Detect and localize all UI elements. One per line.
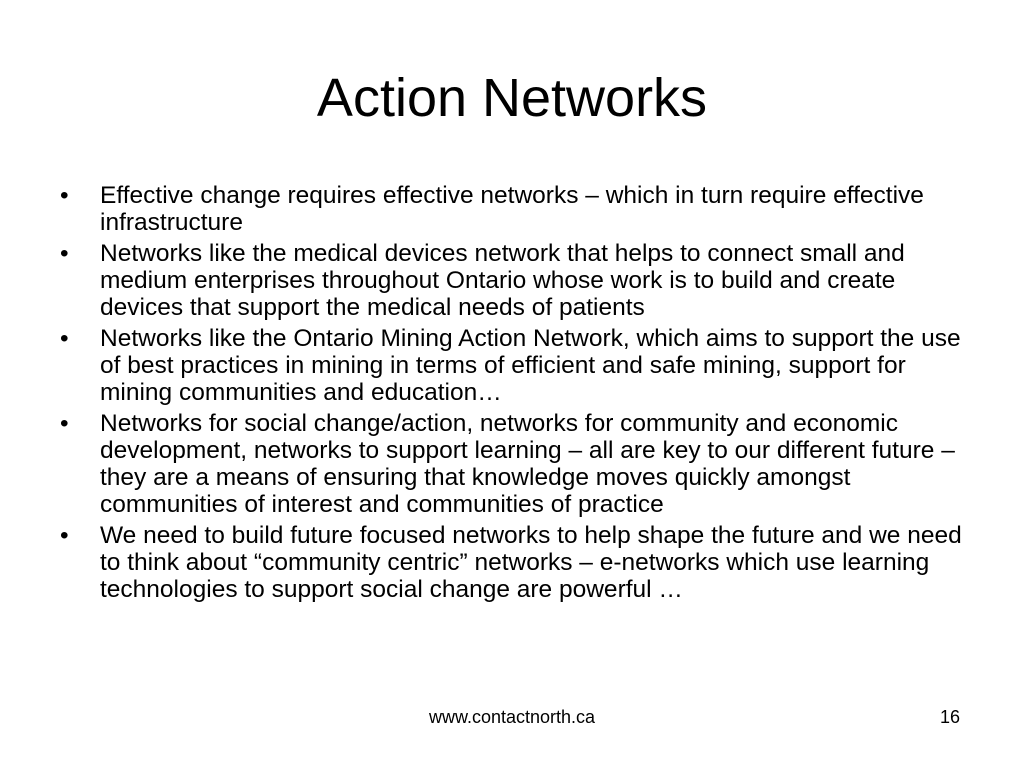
- bullet-text: Networks for social change/action, networks for community and economic development, networks to support learning – all are key to our different future – they are a means of ensuring that knowledge moves quickly amongst communities of interest and communities of practice: [100, 410, 955, 518]
- bullet-text: Networks like the Ontario Mining Action Network, which aims to support the use of best practices in mining in terms of efficient and safe mining, support for mining communities and education…: [100, 325, 961, 406]
- bullet-item: [56, 410, 968, 518]
- slide-title: Action Networks: [316, 68, 708, 128]
- bullet-item: [56, 182, 968, 236]
- page-number: 16: [939, 707, 961, 727]
- bullet-icon: •: [60, 182, 69, 209]
- bullet-text: Networks like the medical devices network that helps to connect small and medium enterprises throughout Ontario whose work is to build and create devices that support the medical needs of patients: [100, 240, 905, 321]
- bullet-text: Effective change requires effective networks – which in turn require effective infrastructure: [100, 182, 924, 236]
- bullet-item: [56, 240, 968, 321]
- bullet-text: We need to build future focused networks to help shape the future and we need to think about “community centric” networks – e-networks which use learning technologies to support social change are powerful …: [100, 522, 962, 603]
- footer-url: www.contactnorth.ca: [428, 707, 596, 727]
- bullet-icon: •: [60, 240, 69, 267]
- bullet-item: [56, 522, 968, 603]
- bullet-list: [56, 182, 968, 607]
- bullet-item: [56, 325, 968, 406]
- bullet-icon: •: [60, 410, 69, 437]
- bullet-icon: •: [60, 325, 69, 352]
- bullet-icon: •: [60, 522, 69, 549]
